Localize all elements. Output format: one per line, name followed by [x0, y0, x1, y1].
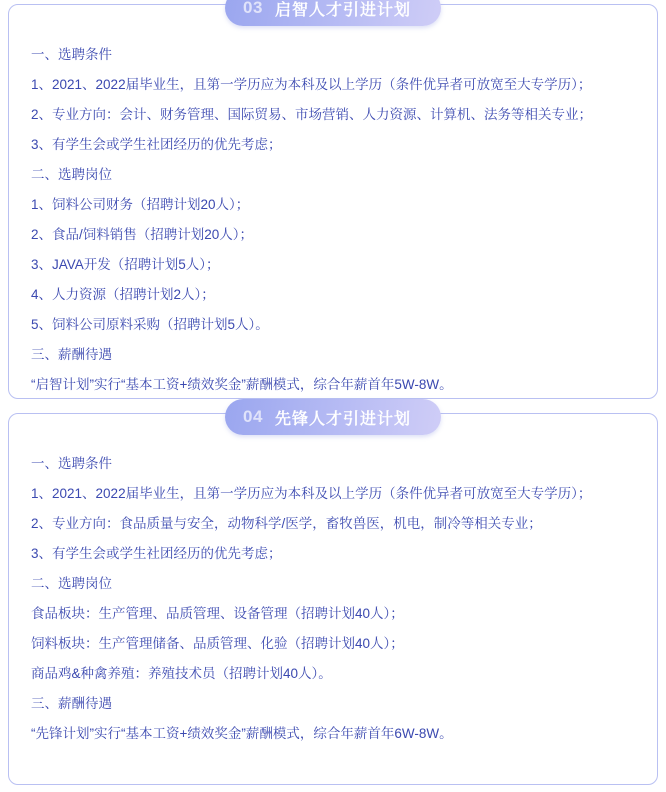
plan-badge-04 [225, 399, 441, 435]
plan-card-04 [8, 407, 658, 785]
plan-badge-wrap-03 [9, 0, 657, 26]
list-item: 2、专业方向：会计、财务管理、国际贸易、市场营销、人力资源、计算机、法务等相关专业； [31, 107, 593, 122]
list-item: 1、2021、2022届毕业生，且第一学历应为本科及以上学历（条件优异者可放宽至大专学历）； [31, 77, 592, 92]
list-item: 食品板块：生产管理、品质管理、设备管理（招聘计划40人）； [31, 606, 404, 621]
plan-title-04: 先锋人才引进计划 [274, 410, 411, 428]
plan-badge-03 [225, 0, 441, 26]
section-heading: 三、薪酬待遇 [31, 696, 112, 711]
salary-note: “先锋计划”实行“基本工资+绩效奖金”薪酬模式，综合年薪首年6W-8W。 [31, 726, 453, 741]
section-heading: 二、选聘岗位 [31, 576, 112, 591]
list-item: 商品鸡&种禽养殖：养殖技术员（招聘计划40人）。 [31, 666, 332, 681]
list-item: 2、食品/饲料销售（招聘计划20人）； [31, 227, 254, 242]
list-item: 2、专业方向：食品质量与安全，动物科学/医学，畜牧兽医，机电，制冷等相关专业； [31, 516, 542, 531]
plan-body-04 [9, 449, 657, 749]
plan-card-03 [8, 0, 658, 399]
list-item: 饲料板块：生产管理储备、品质管理、化验（招聘计划40人）； [31, 636, 404, 651]
salary-note: “启智计划”实行“基本工资+绩效奖金”薪酬模式，综合年薪首年5W-8W。 [31, 377, 453, 392]
list-item: 1、2021、2022届毕业生，且第一学历应为本科及以上学历（条件优异者可放宽至大专学历）； [31, 486, 592, 501]
plan-badge-wrap-04 [9, 399, 657, 435]
plan-body-03 [9, 40, 657, 400]
section-heading: 二、选聘岗位 [31, 167, 112, 182]
plan-number-04: 04 [243, 407, 263, 426]
section-heading: 三、薪酬待遇 [31, 347, 112, 362]
plan-title-03: 启智人才引进计划 [274, 1, 411, 19]
list-item: 4、人力资源（招聘计划2人）； [31, 287, 215, 302]
list-item: 5、饲料公司原料采购（招聘计划5人）。 [31, 317, 269, 332]
plan-number-03: 03 [243, 0, 263, 17]
section-heading: 一、选聘条件 [31, 456, 112, 471]
list-item: 3、JAVA开发（招聘计划5人）； [31, 257, 220, 272]
list-item: 1、饲料公司财务（招聘计划20人）； [31, 197, 250, 212]
section-heading: 一、选聘条件 [31, 47, 112, 62]
list-item: 3、有学生会或学生社团经历的优先考虑； [31, 546, 282, 561]
list-item: 3、有学生会或学生社团经历的优先考虑； [31, 137, 282, 152]
